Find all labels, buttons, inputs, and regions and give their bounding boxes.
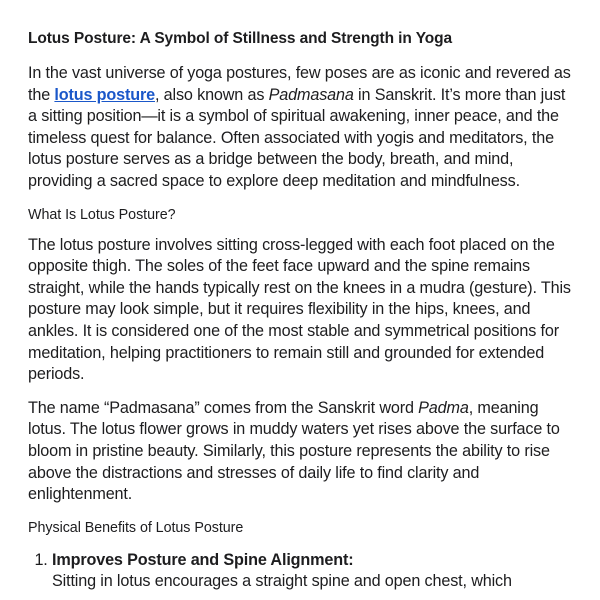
article-title: Lotus Posture: A Symbol of Stillness and Strength in Yoga xyxy=(28,30,453,47)
name-meaning-paragraph xyxy=(28,398,576,506)
benefit-title: Improves Posture and Spine Alignment: xyxy=(52,550,354,569)
what-is-paragraph: The lotus posture involves sitting cross-legged with each foot placed on the opposite thigh. The soles of the feet face upward and the spine remains straight, while the hands typically rest on the knees in a mudra (gesture). This posture may look simple, but it requires flexibility in the hips, knees, and ankles. It is considered one of the most stable and symmetrical positions for meditation, helping practitioners to remain still and grounded for extended periods. xyxy=(28,235,571,384)
benefit-description: Sitting in lotus encourages a straight spine and open chest, which xyxy=(52,572,512,591)
article-content xyxy=(28,27,576,593)
section-heading-benefits: Physical Benefits of Lotus Posture xyxy=(28,519,244,536)
benefits-list xyxy=(28,550,576,593)
name-meaning-end: , meaning lotus. The lotus flower grows in muddy waters yet rises above the surface to bloom in pristine beauty. Similarly, this posture represents the ability to rise above the distractions and stresses of daily life to find clarity and enlightenment. xyxy=(28,398,560,504)
section-heading-what-is: What Is Lotus Posture? xyxy=(28,206,176,223)
intro-text-start: In the vast universe of yoga postures, few poses are as iconic and revered as the xyxy=(28,64,571,104)
list-item xyxy=(52,550,576,593)
padma-italic: Padma xyxy=(418,398,469,417)
intro-paragraph xyxy=(28,63,576,193)
intro-text-end: in Sanskrit. It’s more than just a sitting position—it is a symbol of spiritual awakening, inner peace, and the timeless quest for balance. Often associated with yogis and meditators, the lotus posture serves as a bridge between the body, breath, and mind, providing a sacred space to explore deep meditation and mindfulness. xyxy=(28,85,566,190)
name-meaning-start: The name “Padmasana” comes from the Sanskrit word xyxy=(28,398,419,417)
lotus-posture-link[interactable]: lotus posture xyxy=(54,85,155,104)
padmasana-italic: Padmasana xyxy=(268,85,354,104)
intro-text-mid: , also known as xyxy=(154,85,269,104)
